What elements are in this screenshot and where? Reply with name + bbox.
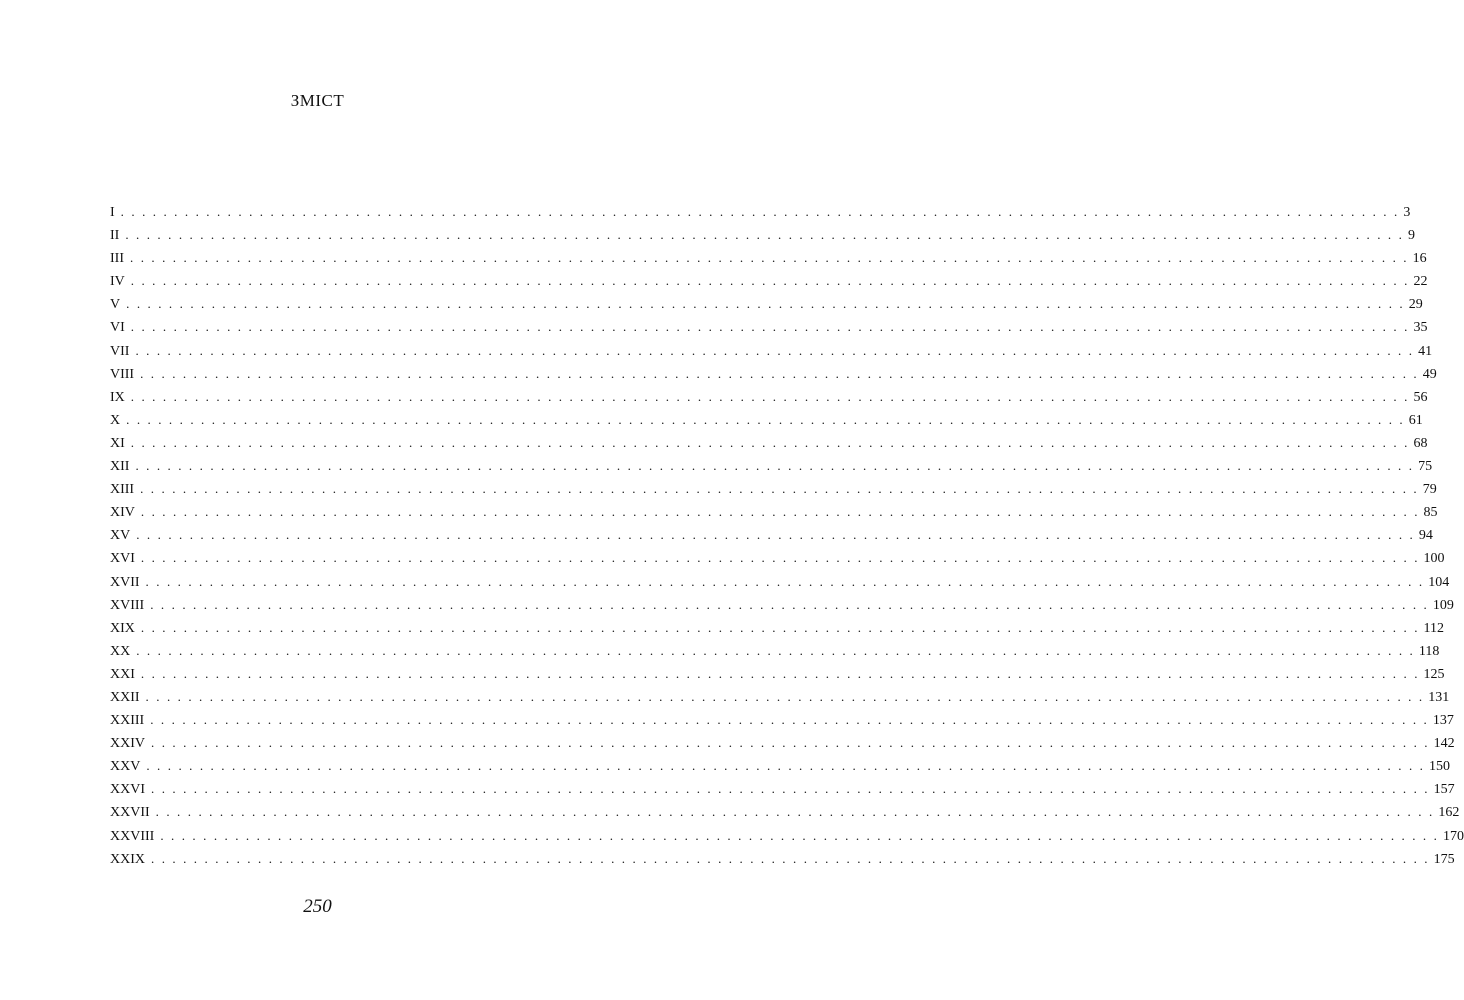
toc-entry <box>110 685 1450 708</box>
toc-entry <box>110 408 1423 431</box>
toc-entry-page: 41 <box>1418 343 1433 359</box>
toc-entry-page: 150 <box>1429 759 1450 775</box>
toc-entry-label: XXI <box>110 666 135 682</box>
toc-leader-dots: . . . . . . . . . . . . . . . . . . . . . . . . . . . . . . . . . . . . . . . . . . . . . . . . . . . . . . . . . . . . . . . . . . . . . . . . . . . . . . . . . . . . . . . . . . . . . . . . . . . . . . . . . . . . . . . . . . . . . . . . <box>146 758 1425 774</box>
toc-leader-dots: . . . . . . . . . . . . . . . . . . . . . . . . . . . . . . . . . . . . . . . . . . . . . . . . . . . . . . . . . . . . . . . . . . . . . . . . . . . . . . . . . . . . . . . . . . . . . . . . . . . . . . . . . . . . . . . . . . . . . . . . <box>140 481 1419 497</box>
page-number: 250 <box>303 896 332 917</box>
table-of-contents <box>110 200 1464 870</box>
toc-entry-label: X <box>110 412 121 428</box>
toc-entry <box>110 546 1445 569</box>
toc-entry <box>110 477 1437 500</box>
toc-entry <box>110 246 1427 269</box>
toc-leader-dots: . . . . . . . . . . . . . . . . . . . . . . . . . . . . . . . . . . . . . . . . . . . . . . . . . . . . . . . . . . . . . . . . . . . . . . . . . . . . . . . . . . . . . . . . . . . . . . . . . . . . . . . . . . . . . . . . . . . . . . . . <box>150 712 1429 728</box>
toc-entry-page: 104 <box>1428 574 1450 590</box>
toc-entry <box>110 824 1464 847</box>
toc-entry-page: 35 <box>1413 320 1428 336</box>
toc-entry <box>110 800 1460 823</box>
toc-entry-page: 109 <box>1432 597 1454 613</box>
toc-entry-page: 29 <box>1408 297 1423 313</box>
toc-leader-dots: . . . . . . . . . . . . . . . . . . . . . . . . . . . . . . . . . . . . . . . . . . . . . . . . . . . . . . . . . . . . . . . . . . . . . . . . . . . . . . . . . . . . . . . . . . . . . . . . . . . . . . . . . . . . . . . . . . . . . . . . <box>125 227 1404 243</box>
toc-entry-label: XIII <box>110 482 135 498</box>
toc-entry-label: XI <box>110 435 125 451</box>
toc-entry <box>110 570 1450 593</box>
toc-entry-label: XII <box>110 459 130 475</box>
toc-entry <box>110 362 1437 385</box>
toc-entry <box>110 708 1454 731</box>
toc-entry-label: XXIX <box>110 851 145 867</box>
toc-leader-dots: . . . . . . . . . . . . . . . . . . . . . . . . . . . . . . . . . . . . . . . . . . . . . . . . . . . . . . . . . . . . . . . . . . . . . . . . . . . . . . . . . . . . . . . . . . . . . . . . . . . . . . . . . . . . . . . . . . . . . . . . <box>151 781 1430 797</box>
toc-entry <box>110 500 1438 523</box>
toc-entry-page: 56 <box>1413 389 1428 405</box>
toc-entry <box>110 616 1445 639</box>
toc-entry <box>110 754 1450 777</box>
toc-entry <box>110 662 1445 685</box>
toc-entry-label: XXIV <box>110 736 145 752</box>
toc-leader-dots: . . . . . . . . . . . . . . . . . . . . . . . . . . . . . . . . . . . . . . . . . . . . . . . . . . . . . . . . . . . . . . . . . . . . . . . . . . . . . . . . . . . . . . . . . . . . . . . . . . . . . . . . . . . . . . . . . . . . . . . . <box>126 411 1405 427</box>
toc-leader-dots: . . . . . . . . . . . . . . . . . . . . . . . . . . . . . . . . . . . . . . . . . . . . . . . . . . . . . . . . . . . . . . . . . . . . . . . . . . . . . . . . . . . . . . . . . . . . . . . . . . . . . . . . . . . . . . . . . . . . . . . . <box>160 827 1439 843</box>
toc-entry <box>110 223 1415 246</box>
toc-entry-label: XXII <box>110 689 140 705</box>
toc-entry-label: XV <box>110 528 131 544</box>
toc-entry <box>110 339 1433 362</box>
toc-leader-dots: . . . . . . . . . . . . . . . . . . . . . . . . . . . . . . . . . . . . . . . . . . . . . . . . . . . . . . . . . . . . . . . . . . . . . . . . . . . . . . . . . . . . . . . . . . . . . . . . . . . . . . . . . . . . . . . . . . . . . . . . <box>150 596 1429 612</box>
toc-entry-label: XIX <box>110 620 135 636</box>
toc-entry-page: 75 <box>1418 459 1433 475</box>
toc-leader-dots: . . . . . . . . . . . . . . . . . . . . . . . . . . . . . . . . . . . . . . . . . . . . . . . . . . . . . . . . . . . . . . . . . . . . . . . . . . . . . . . . . . . . . . . . . . . . . . . . . . . . . . . . . . . . . . . . . . . . . . . . <box>136 527 1415 543</box>
toc-entry-page: 22 <box>1413 274 1428 290</box>
toc-entry-label: IV <box>110 274 125 290</box>
toc-entry-page: 131 <box>1428 689 1450 705</box>
toc-entry <box>110 593 1454 616</box>
toc-entry-page: 125 <box>1423 666 1445 682</box>
toc-entry-label: XXVI <box>110 782 145 798</box>
toc-entry <box>110 454 1433 477</box>
toc-leader-dots: . . . . . . . . . . . . . . . . . . . . . . . . . . . . . . . . . . . . . . . . . . . . . . . . . . . . . . . . . . . . . . . . . . . . . . . . . . . . . . . . . . . . . . . . . . . . . . . . . . . . . . . . . . . . . . . . . . . . . . . . <box>120 204 1400 219</box>
toc-leader-dots: . . . . . . . . . . . . . . . . . . . . . . . . . . . . . . . . . . . . . . . . . . . . . . . . . . . . . . . . . . . . . . . . . . . . . . . . . . . . . . . . . . . . . . . . . . . . . . . . . . . . . . . . . . . . . . . . . . . . . . . . <box>135 458 1415 474</box>
toc-entry <box>110 731 1455 754</box>
toc-entry-page: 100 <box>1423 551 1445 567</box>
toc-entry-page: 112 <box>1423 620 1445 636</box>
toc-leader-dots: . . . . . . . . . . . . . . . . . . . . . . . . . . . . . . . . . . . . . . . . . . . . . . . . . . . . . . . . . . . . . . . . . . . . . . . . . . . . . . . . . . . . . . . . . . . . . . . . . . . . . . . . . . . . . . . . . . . . . . . . <box>140 550 1420 566</box>
toc-entry <box>110 385 1428 408</box>
toc-entry-page: 137 <box>1432 713 1454 729</box>
toc-entry-page: 175 <box>1433 851 1455 867</box>
toc-leader-dots: . . . . . . . . . . . . . . . . . . . . . . . . . . . . . . . . . . . . . . . . . . . . . . . . . . . . . . . . . . . . . . . . . . . . . . . . . . . . . . . . . . . . . . . . . . . . . . . . . . . . . . . . . . . . . . . . . . . . . . . . <box>140 365 1419 381</box>
toc-leader-dots: . . . . . . . . . . . . . . . . . . . . . . . . . . . . . . . . . . . . . . . . . . . . . . . . . . . . . . . . . . . . . . . . . . . . . . . . . . . . . . . . . . . . . . . . . . . . . . . . . . . . . . . . . . . . . . . . . . . . . . . . <box>130 319 1410 335</box>
toc-leader-dots: . . . . . . . . . . . . . . . . . . . . . . . . . . . . . . . . . . . . . . . . . . . . . . . . . . . . . . . . . . . . . . . . . . . . . . . . . . . . . . . . . . . . . . . . . . . . . . . . . . . . . . . . . . . . . . . . . . . . . . . . <box>126 296 1405 312</box>
toc-entry-page: 94 <box>1418 528 1433 544</box>
toc-entry-label: XIV <box>110 505 135 521</box>
toc-entry-page: 3 <box>1403 205 1411 220</box>
toc-entry-label: XX <box>110 643 131 659</box>
toc-entry <box>110 777 1455 800</box>
toc-leader-dots: . . . . . . . . . . . . . . . . . . . . . . . . . . . . . . . . . . . . . . . . . . . . . . . . . . . . . . . . . . . . . . . . . . . . . . . . . . . . . . . . . . . . . . . . . . . . . . . . . . . . . . . . . . . . . . . . . . . . . . . . <box>140 504 1420 520</box>
toc-leader-dots: . . . . . . . . . . . . . . . . . . . . . . . . . . . . . . . . . . . . . . . . . . . . . . . . . . . . . . . . . . . . . . . . . . . . . . . . . . . . . . . . . . . . . . . . . . . . . . . . . . . . . . . . . . . . . . . . . . . . . . . . <box>140 619 1420 635</box>
toc-entry-label: II <box>110 228 120 244</box>
toc-leader-dots: . . . . . . . . . . . . . . . . . . . . . . . . . . . . . . . . . . . . . . . . . . . . . . . . . . . . . . . . . . . . . . . . . . . . . . . . . . . . . . . . . . . . . . . . . . . . . . . . . . . . . . . . . . . . . . . . . . . . . . . . <box>151 735 1430 751</box>
toc-entry-page: 170 <box>1442 828 1464 844</box>
toc-entry <box>110 639 1440 662</box>
toc-entry-label: XVI <box>110 551 135 567</box>
toc-entry-page: 85 <box>1423 505 1438 521</box>
toc-entry-label: I <box>110 205 115 220</box>
toc-leader-dots: . . . . . . . . . . . . . . . . . . . . . . . . . . . . . . . . . . . . . . . . . . . . . . . . . . . . . . . . . . . . . . . . . . . . . . . . . . . . . . . . . . . . . . . . . . . . . . . . . . . . . . . . . . . . . . . . . . . . . . . . <box>130 388 1410 404</box>
toc-entry-label: XVIII <box>110 597 145 613</box>
toc-leader-dots: . . . . . . . . . . . . . . . . . . . . . . . . . . . . . . . . . . . . . . . . . . . . . . . . . . . . . . . . . . . . . . . . . . . . . . . . . . . . . . . . . . . . . . . . . . . . . . . . . . . . . . . . . . . . . . . . . . . . . . . . <box>140 665 1420 681</box>
page-title: ЗМІСТ <box>290 91 345 110</box>
toc-entry-label: V <box>110 297 121 313</box>
toc-entry-label: XVII <box>110 574 140 590</box>
toc-entry-page: 118 <box>1418 643 1440 659</box>
toc-entry-label: VIII <box>110 366 135 382</box>
toc-leader-dots: . . . . . . . . . . . . . . . . . . . . . . . . . . . . . . . . . . . . . . . . . . . . . . . . . . . . . . . . . . . . . . . . . . . . . . . . . . . . . . . . . . . . . . . . . . . . . . . . . . . . . . . . . . . . . . . . . . . . . . . . <box>151 850 1430 866</box>
toc-entry <box>110 431 1428 454</box>
toc-entry-page: 79 <box>1422 482 1437 498</box>
toc-entry-page: 162 <box>1438 805 1460 821</box>
toc-leader-dots: . . . . . . . . . . . . . . . . . . . . . . . . . . . . . . . . . . . . . . . . . . . . . . . . . . . . . . . . . . . . . . . . . . . . . . . . . . . . . . . . . . . . . . . . . . . . . . . . . . . . . . . . . . . . . . . . . . . . . . . . <box>135 342 1415 358</box>
toc-entry-page: 9 <box>1407 228 1415 244</box>
toc-leader-dots: . . . . . . . . . . . . . . . . . . . . . . . . . . . . . . . . . . . . . . . . . . . . . . . . . . . . . . . . . . . . . . . . . . . . . . . . . . . . . . . . . . . . . . . . . . . . . . . . . . . . . . . . . . . . . . . . . . . . . . . . <box>145 573 1425 589</box>
toc-entry-label: IX <box>110 389 125 405</box>
toc-entry-label: VI <box>110 320 125 336</box>
toc-entry-label: XXV <box>110 759 141 775</box>
toc-leader-dots: . . . . . . . . . . . . . . . . . . . . . . . . . . . . . . . . . . . . . . . . . . . . . . . . . . . . . . . . . . . . . . . . . . . . . . . . . . . . . . . . . . . . . . . . . . . . . . . . . . . . . . . . . . . . . . . . . . . . . . . . <box>130 273 1410 289</box>
toc-entry <box>110 523 1433 546</box>
toc-entry <box>110 315 1428 338</box>
toc-entry <box>110 269 1428 292</box>
toc-entry <box>110 292 1423 315</box>
toc-leader-dots: . . . . . . . . . . . . . . . . . . . . . . . . . . . . . . . . . . . . . . . . . . . . . . . . . . . . . . . . . . . . . . . . . . . . . . . . . . . . . . . . . . . . . . . . . . . . . . . . . . . . . . . . . . . . . . . . . . . . . . . . <box>136 642 1415 658</box>
toc-leader-dots: . . . . . . . . . . . . . . . . . . . . . . . . . . . . . . . . . . . . . . . . . . . . . . . . . . . . . . . . . . . . . . . . . . . . . . . . . . . . . . . . . . . . . . . . . . . . . . . . . . . . . . . . . . . . . . . . . . . . . . . . <box>130 250 1409 266</box>
toc-entry-page: 61 <box>1408 412 1423 428</box>
toc-entry-page: 49 <box>1422 366 1437 382</box>
toc-entry-label: III <box>110 251 124 267</box>
toc-entry-label: XXVIII <box>110 828 155 844</box>
toc-leader-dots: . . . . . . . . . . . . . . . . . . . . . . . . . . . . . . . . . . . . . . . . . . . . . . . . . . . . . . . . . . . . . . . . . . . . . . . . . . . . . . . . . . . . . . . . . . . . . . . . . . . . . . . . . . . . . . . . . . . . . . . . <box>130 434 1410 450</box>
toc-entry <box>110 847 1455 870</box>
toc-entry-label: XXIII <box>110 713 145 729</box>
toc-leader-dots: . . . . . . . . . . . . . . . . . . . . . . . . . . . . . . . . . . . . . . . . . . . . . . . . . . . . . . . . . . . . . . . . . . . . . . . . . . . . . . . . . . . . . . . . . . . . . . . . . . . . . . . . . . . . . . . . . . . . . . . . <box>155 804 1435 820</box>
toc-leader-dots: . . . . . . . . . . . . . . . . . . . . . . . . . . . . . . . . . . . . . . . . . . . . . . . . . . . . . . . . . . . . . . . . . . . . . . . . . . . . . . . . . . . . . . . . . . . . . . . . . . . . . . . . . . . . . . . . . . . . . . . . <box>145 688 1425 704</box>
toc-entry-label: VII <box>110 343 130 359</box>
toc-entry <box>110 200 1411 223</box>
toc-entry-page: 68 <box>1413 435 1428 451</box>
toc-entry-label: XXVII <box>110 805 150 821</box>
toc-entry-page: 142 <box>1433 736 1455 752</box>
toc-entry-page: 16 <box>1412 251 1427 267</box>
toc-entry-page: 157 <box>1433 782 1455 798</box>
